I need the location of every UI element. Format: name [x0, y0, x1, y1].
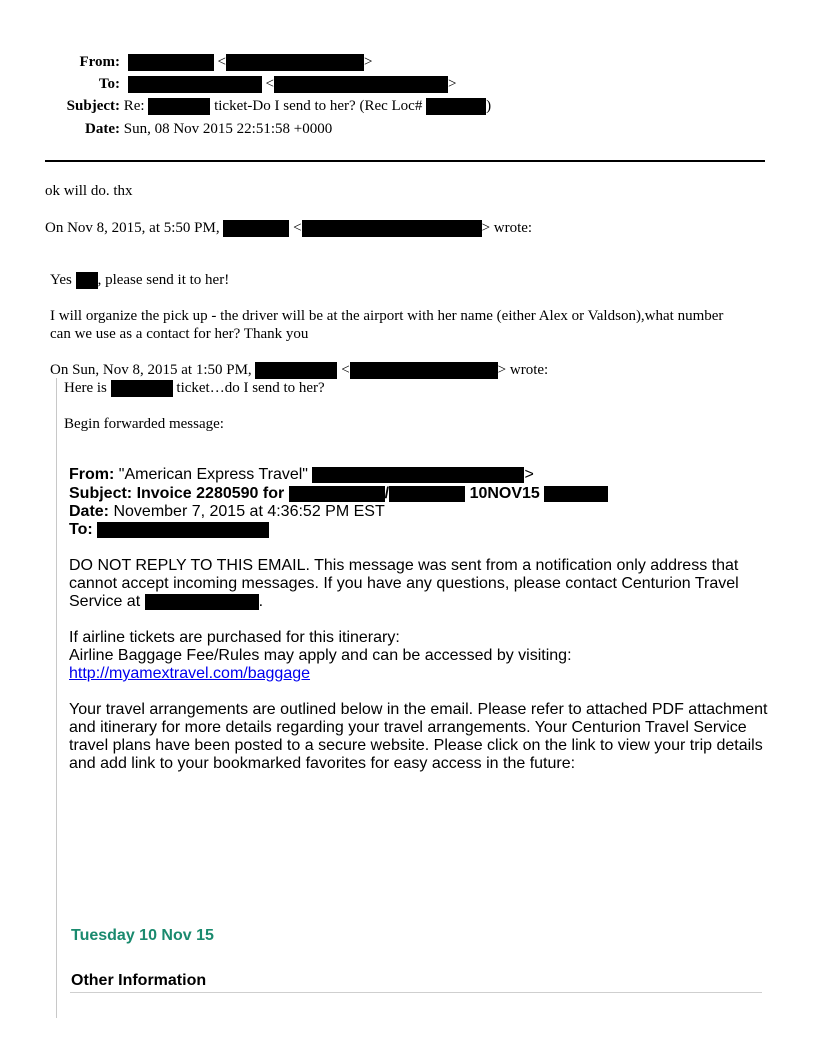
- here-is-line: [64, 380, 325, 397]
- fwd-subject-date: 10NOV15: [469, 485, 540, 502]
- airline-line-1: If airline tickets are purchased for this itinerary:: [69, 629, 400, 646]
- redacted-rec-loc: [426, 98, 486, 115]
- redacted-quote1-email: [302, 220, 482, 237]
- quote-bar: [56, 378, 57, 1018]
- redacted-yes-name: [76, 272, 98, 289]
- to-label: To:: [98, 76, 120, 92]
- header-to-row: To: < >: [0, 76, 456, 93]
- fwd-subject-row: [69, 485, 608, 503]
- redacted-sender-name: [128, 54, 214, 71]
- fwd-to-row: [69, 521, 269, 539]
- fwd-to-label: To:: [69, 521, 93, 538]
- quote1-intro: On Nov 8, 2015, at 5:50 PM,: [45, 220, 220, 236]
- subject-middle: ticket-Do I send to her? (Rec Loc#: [214, 98, 423, 114]
- fwd-date-row: [69, 503, 385, 521]
- redacted-quote1-name: [223, 220, 289, 237]
- subject-label: Subject:: [66, 98, 120, 114]
- other-info-divider: [70, 992, 762, 993]
- from-label: From:: [79, 54, 120, 70]
- subject-prefix: Re:: [123, 98, 145, 114]
- redacted-phone: [145, 594, 259, 610]
- fwd-subject-slash: /: [384, 485, 390, 502]
- date-label: Date:: [85, 121, 120, 137]
- quote2-attribution: On Sun, Nov 8, 2015 at 1:50 PM, < > wrote:: [50, 362, 549, 378]
- redacted-fwd-from-email: [312, 467, 524, 483]
- fwd-date-label: Date:: [69, 503, 110, 520]
- header-from-row: From: < >: [0, 54, 372, 71]
- notice-text: DO NOT REPLY TO THIS EMAIL. This message was sent from a notification only address that cannot accept incoming messages. If you have any questions, please contact Centurion Travel Service at: [69, 557, 739, 610]
- yes-text-b: , please send it to her!: [97, 272, 230, 288]
- redacted-fwd-to: [97, 522, 269, 538]
- redacted-quote2-email: [350, 362, 498, 379]
- quote2-wrote: > wrote:: [497, 362, 549, 378]
- other-info-heading: [71, 972, 206, 990]
- redacted-quote2-name: [255, 362, 337, 379]
- header-date-row: [0, 121, 332, 138]
- quote2-intro: On Sun, Nov 8, 2015 at 1:50 PM,: [50, 362, 252, 378]
- redacted-sender-email: [226, 54, 364, 71]
- airline-line-2: Airline Baggage Fee/Rules may apply and can be accessed by visiting:: [69, 647, 572, 664]
- begin-forwarded: Begin forwarded message:: [64, 416, 224, 432]
- here-is-b: ticket…do I send to her?: [176, 380, 325, 396]
- redacted-fwd-subject-name-b: [389, 486, 465, 502]
- redacted-subject-name: [148, 98, 210, 115]
- redacted-fwd-subject-name-a: [289, 486, 385, 502]
- here-is-a: Here is: [64, 380, 107, 396]
- arrangements-paragraph: Your travel arrangements are outlined below in the email. Please refer to attached PDF attachment and itinerary for more details regarding your travel arrangements. Your Centurion Travel Service travel plans have been posted to a secure website. Please click on the link to view your trip details and add link to your bookmarked favorites for easy access in the future:: [69, 701, 768, 772]
- date-value: Sun, 08 Nov 2015 22:51:58 +0000: [123, 121, 333, 137]
- fwd-from-value: "American Express Travel": [118, 466, 308, 483]
- redacted-recipient-name: [128, 76, 262, 93]
- header-divider: [45, 160, 765, 162]
- fwd-date-value: November 7, 2015 at 4:36:52 PM EST: [113, 503, 385, 520]
- fwd-subject-label: Subject: Invoice 2280590 for: [69, 485, 285, 502]
- redacted-here-is-name: [111, 380, 173, 397]
- fwd-from-row: From: "American Express Travel" >: [69, 466, 534, 483]
- reply-text: ok will do. thx: [45, 183, 133, 199]
- yes-line: [50, 272, 229, 289]
- fwd-from-label: From:: [69, 466, 115, 483]
- notice-end: .: [258, 593, 264, 610]
- yes-text-a: Yes: [50, 272, 72, 288]
- other-info-label: Other Information: [71, 972, 207, 989]
- quote1-wrote: > wrote:: [481, 220, 533, 236]
- redacted-fwd-subject-code: [544, 486, 608, 502]
- quote1-attribution: On Nov 8, 2015, at 5:50 PM, < > wrote:: [45, 220, 533, 236]
- notice-paragraph: [69, 557, 769, 611]
- day-heading: Tuesday 10 Nov 15: [71, 927, 214, 944]
- subject-suffix: ): [486, 98, 492, 114]
- header-subject-row: [0, 98, 491, 115]
- baggage-link[interactable]: http://myamextravel.com/baggage: [69, 665, 311, 682]
- baggage-link-row: [69, 665, 310, 683]
- redacted-recipient-email: [274, 76, 448, 93]
- organize-paragraph: I will organize the pick up - the driver will be at the airport with her name (either Alex or Valdson),what number can we use as a contact for her? Thank you: [50, 308, 724, 342]
